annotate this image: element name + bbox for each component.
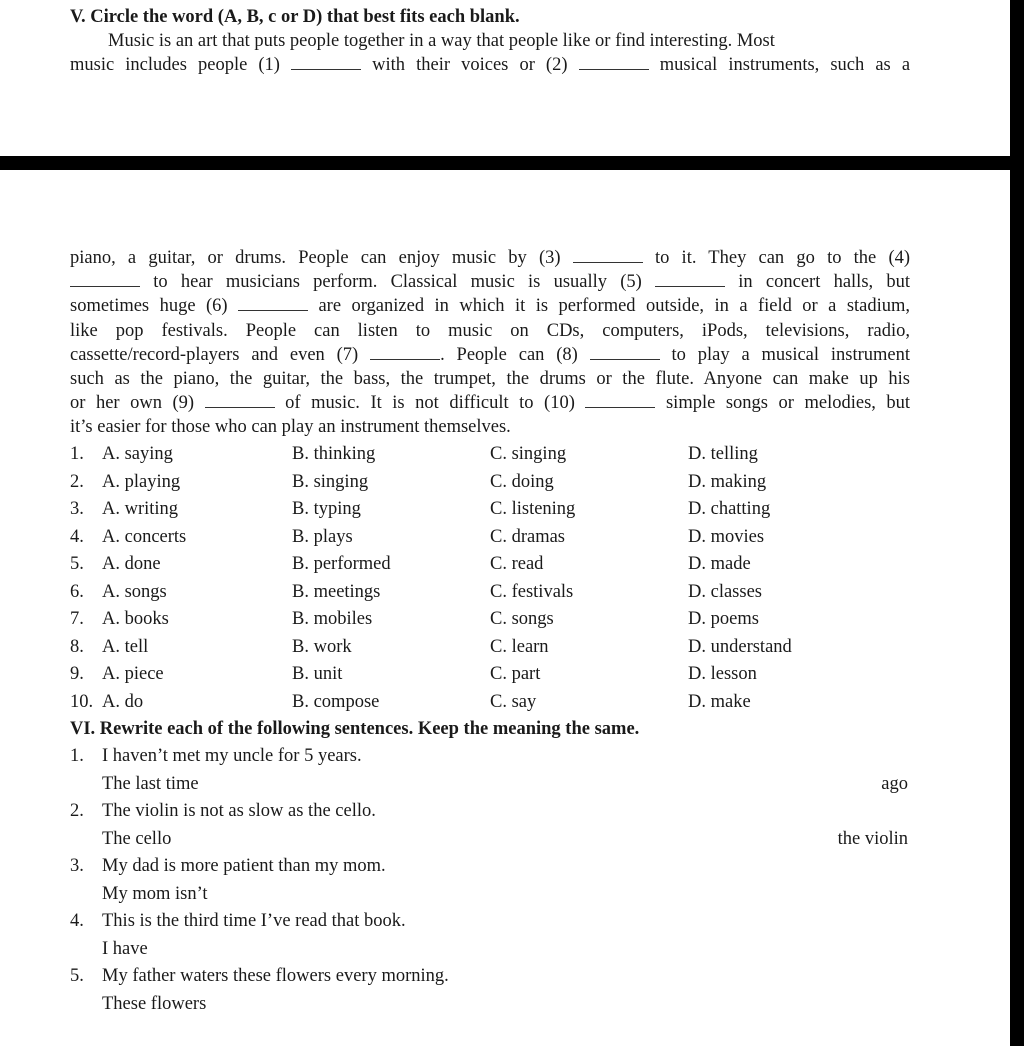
question-number: 8. [70,636,84,657]
answer-start: I have [102,938,148,959]
blank-5 [655,272,725,287]
option-a[interactable]: A. writing [102,499,179,519]
option-c[interactable]: C. dramas [490,526,566,547]
passage-line-1 [70,246,910,270]
intro-text: with their voices or (2) [372,55,568,75]
answer-start: These flowers [102,993,207,1014]
option-b[interactable]: B. compose [292,691,380,712]
intro-line-2 [70,53,910,77]
answer-options [70,441,910,716]
option-d[interactable]: D. making [688,471,767,492]
rewrite-answer-line[interactable] [70,991,910,1019]
rewrite-answer-line[interactable] [70,881,910,909]
passage-text: to hear musicians perform. Classical music is usually (5) [153,272,642,293]
section-5-heading: V. Circle the word (A, B, c or D) that best fits each blank. [70,7,520,27]
option-d[interactable]: D. understand [688,636,792,657]
option-c[interactable]: C. read [490,554,544,574]
passage-line-8: it’s easier for those who can play an instrument themselves. [70,417,511,438]
passage-line-7 [70,391,910,415]
option-c[interactable]: C. say [490,691,537,712]
option-a[interactable]: A. tell [102,636,149,657]
option-b[interactable]: B. mobiles [292,609,373,629]
option-a[interactable]: A. concerts [102,526,187,547]
option-d[interactable]: D. chatting [688,499,771,519]
option-c[interactable]: C. learn [490,636,549,657]
question-number: 3. [70,499,84,519]
option-row [70,441,910,469]
answer-start: My mom isn’t [102,883,208,904]
option-b[interactable]: B. unit [292,664,343,684]
original-sentence: My father waters these flowers every morning. [102,966,449,986]
option-b[interactable]: B. thinking [292,444,376,464]
option-row [70,579,910,607]
rewrite-answer-line[interactable] [70,936,910,964]
rewrite-sentence [70,743,910,771]
option-d[interactable]: D. movies [688,526,765,547]
passage-text: sometimes huge (6) [70,296,228,317]
question-number: 3. [70,856,84,876]
option-d[interactable]: D. made [688,554,751,574]
option-b[interactable]: B. singing [292,471,369,492]
option-a[interactable]: A. done [102,554,161,574]
option-row [70,469,910,497]
blank-9 [205,393,275,408]
option-a[interactable]: A. playing [102,471,181,492]
option-row [70,496,910,524]
option-c[interactable]: C. part [490,664,541,684]
page-break-bar [0,156,1010,170]
option-c[interactable]: C. doing [490,471,554,492]
passage-text: to play a musical instrument [671,344,911,365]
original-sentence: The violin is not as slow as the cello. [102,801,376,821]
option-a[interactable]: A. songs [102,581,167,602]
blank-7 [370,345,440,360]
blank-6 [238,296,308,311]
question-number: 4. [70,526,84,547]
option-row [70,661,910,689]
rewrite-sentence [70,853,910,881]
intro-line-1: Music is an art that puts people together in a way that people like or find interesting. Most [108,31,775,51]
question-number: 2. [70,801,84,821]
blank-3 [573,248,643,263]
option-d[interactable]: D. classes [688,581,762,602]
option-c[interactable]: C. singing [490,444,567,464]
option-row [70,634,910,662]
passage-text: in concert halls, but [738,272,911,293]
intro-text: musical instruments, such as a [659,55,911,75]
passage [70,246,910,440]
answer-end: ago [881,773,908,794]
option-c[interactable]: C. listening [490,499,576,519]
option-b[interactable]: B. work [292,636,352,657]
original-sentence: This is the third time I’ve read that book. [102,911,406,931]
option-row [70,551,910,579]
option-c[interactable]: C. festivals [490,581,574,602]
passage-line-5 [70,343,910,367]
passage-text: piano, a guitar, or drums. People can enjoy music by (3) [70,248,561,268]
passage-text: simple songs or melodies, but [665,393,911,414]
option-d[interactable]: D. make [688,691,751,712]
question-number: 6. [70,581,84,602]
option-d[interactable]: D. telling [688,444,758,464]
intro-text: music includes people (1) [70,55,280,75]
blank-10 [585,393,655,408]
passage-line-6: such as the piano, the guitar, the bass, the trumpet, the drums or the flute. Anyone can make up his [70,369,910,390]
rewrite-answer-line[interactable] [70,771,910,799]
original-sentence: I haven’t met my uncle for 5 years. [102,746,362,766]
passage-line-4: like pop festivals. People can listen to music on CDs, computers, iPods, televisions, radio, [70,320,910,341]
option-row [70,689,910,717]
section-6 [70,716,910,1018]
question-number: 1. [70,746,84,766]
question-number: 5. [70,966,84,986]
blank-4 [70,272,140,287]
option-row [70,524,910,552]
option-a[interactable]: A. saying [102,444,173,464]
rewrite-answer-line[interactable] [70,826,910,854]
passage-text: to it. They can go to the (4) [654,248,911,268]
question-number: 2. [70,471,84,492]
passage-text: . People can (8) [440,344,578,365]
option-b[interactable]: B. plays [292,526,353,547]
passage-line-3 [70,294,910,318]
passage-text: are organized in which it is performed outside, in a field or a stadium, [318,296,911,317]
question-number: 10. [70,691,94,712]
option-b[interactable]: B. meetings [292,581,381,602]
passage-line-2 [70,270,910,294]
rewrite-sentence [70,963,910,991]
blank-1 [291,55,361,70]
section-5-top [70,5,910,77]
option-d[interactable]: D. lesson [688,664,757,684]
option-d[interactable]: D. poems [688,609,759,629]
question-number: 1. [70,444,84,464]
answer-start: The cello [102,828,172,849]
option-c[interactable]: C. songs [490,609,554,629]
section-6-heading: VI. Rewrite each of the following sentences. Keep the meaning the same. [70,719,640,739]
question-number: 9. [70,664,84,684]
rewrite-sentence [70,908,910,936]
blank-2 [579,55,649,70]
passage-text: or her own (9) [70,393,195,414]
question-number: 7. [70,609,84,629]
question-number: 4. [70,911,84,931]
passage-text: cassette/record-players and even (7) [70,344,359,365]
option-row [70,606,910,634]
answer-start: The last time [102,773,199,794]
option-a[interactable]: A. do [102,691,144,712]
question-number: 5. [70,554,84,574]
passage-text: of music. It is not difficult to (10) [285,393,575,414]
rewrite-sentence [70,798,910,826]
answer-end: the violin [837,828,908,849]
page-edge-border [1010,0,1024,1046]
option-b[interactable]: B. typing [292,499,361,519]
option-a[interactable]: A. piece [102,664,164,684]
option-a[interactable]: A. books [102,609,169,629]
blank-8 [590,345,660,360]
option-b[interactable]: B. performed [292,554,391,574]
original-sentence: My dad is more patient than my mom. [102,856,386,876]
